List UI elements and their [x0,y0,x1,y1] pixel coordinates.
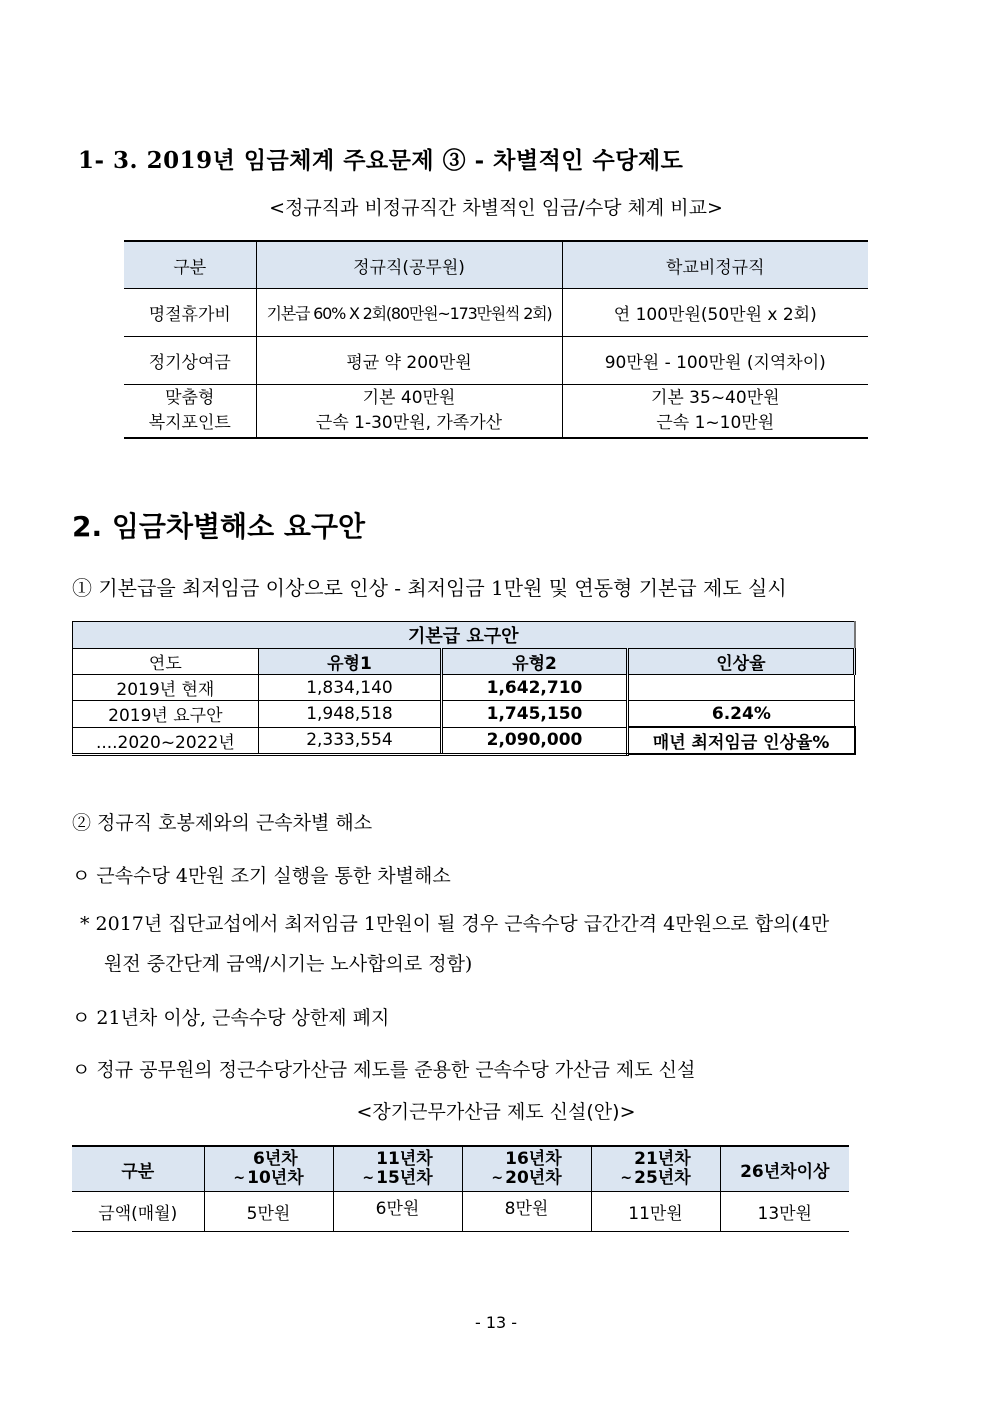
bullet-text: ㅇ 정규 공무원의 정근수당가산금 제도를 준용한 근속수당 가산금 제도 신설 [72,1059,696,1081]
range-to: 25년차 [634,1168,691,1188]
tilde-glyph: ~ [233,1170,246,1186]
header-type1: 유형1 [258,649,442,675]
header-type2: 유형2 [442,649,628,675]
header-category: 구분 [124,241,256,289]
table-title-row [73,622,855,649]
type2-cell: 1,745,150 [442,701,628,728]
header-range [591,1146,720,1192]
rate-cell: 매년 최저임금 인상율% [627,727,854,754]
type2-cell: 2,090,000 [442,727,628,754]
nonregular-line: 근속 1~10만원 [656,413,775,433]
nonregular-value: 90만원 - 100만원 (지역차이) [562,337,868,385]
range-from: 11년차 [376,1149,433,1169]
base-pay-table [72,621,856,756]
header-year: 연도 [73,649,259,675]
header-last-range: 26년차이상 [720,1146,849,1192]
regular-line: 근속 1-30만원, 가족가산 [315,413,503,433]
header-rate: 인상율 [627,649,854,675]
note-text-line1: * 2017년 집단교섭에서 최저임금 1만원이 될 경우 근속수당 급간간격 4만원으로 합의(4만 [80,913,830,935]
item2-text: ② 정규직 호봉제와의 근속차별 해소 [72,812,373,834]
table-title: 기본급 요구안 [73,622,855,649]
table-header-row [124,241,868,289]
table-row [124,289,868,337]
header-range [462,1146,591,1192]
row-label: 명절휴가비 [124,289,256,337]
rate-cell: 6.24% [627,701,854,728]
amount-cell: 8만원 [462,1192,591,1232]
item1-text: ① 기본급을 최저임금 이상으로 인상 - 최저임금 1만원 및 연동형 기본급 제도 실시 [72,576,787,600]
rate-cell [627,675,854,701]
type1-cell: 1,834,140 [258,675,442,701]
regular-value: 평균 약 200만원 [256,337,562,385]
bullet-text: ㅇ 21년차 이상, 근속수당 상한제 폐지 [72,1007,390,1029]
range-from: 21년차 [634,1149,691,1169]
header-nonregular: 학교비정규직 [562,241,868,289]
row-label: 정기상여금 [124,337,256,385]
note-text-line2: 원전 중간단계 금액/시기는 노사합의로 정함) [104,953,473,975]
nonregular-value: 연 100만원(50만원 x 2회) [562,289,868,337]
range-from: 6년차 [253,1149,298,1169]
row-label [124,385,256,439]
header-category: 구분 [72,1146,204,1192]
tilde-glyph: ~ [491,1170,504,1186]
year-cell: 2019년 현재 [73,675,259,701]
range-from: 16년차 [505,1149,562,1169]
amount-cell: 5만원 [204,1192,333,1232]
range-to: 20년차 [505,1168,562,1188]
row-label-line: 복지포인트 [148,413,231,433]
regular-value [256,385,562,439]
table-row [73,727,855,754]
table-row [124,385,868,439]
table-row [73,675,855,701]
table-row [72,1192,849,1232]
amount-cell: 13만원 [720,1192,849,1232]
table1-caption: <정규직과 비정규직간 차별적인 임금/수당 체계 비교> [269,197,723,219]
type1-cell: 1,948,518 [258,701,442,728]
type2-cell: 1,642,710 [442,675,628,701]
header-range [333,1146,462,1192]
tilde-glyph: ~ [620,1170,633,1186]
amount-cell: 6만원 [333,1192,462,1232]
nonregular-line: 기본 35~40만원 [650,388,780,408]
year-cell: ....2020~2022년 [73,727,259,754]
year-cell: 2019년 요구안 [73,701,259,728]
table-row [73,701,855,728]
table-header-row [73,649,855,675]
comparison-table [124,240,868,439]
regular-line: 기본 40만원 [362,388,456,408]
table3-caption: <장기근무가산금 제도 신설(안)> [356,1101,636,1123]
tilde-glyph: ~ [362,1170,375,1186]
seniority-bonus-table [72,1145,849,1232]
table-row [124,337,868,385]
row-label-line: 맞춤형 [165,388,215,408]
header-range [204,1146,333,1192]
section1-title: 1- 3. 2019년 임금체계 주요문제 ③ - 차별적인 수당제도 [78,147,684,174]
type1-cell: 2,333,554 [258,727,442,754]
header-regular: 정규직(공무원) [256,241,562,289]
table-header-row [72,1146,849,1192]
range-to: 15년차 [376,1168,433,1188]
amount-cell: 11만원 [591,1192,720,1232]
regular-value: 기본급 60% X 2회(80만원~173만원씩 2회) [256,289,562,337]
page-number: - 13 - [474,1313,518,1332]
section2-title: 2. 임금차별해소 요구안 [72,510,366,543]
range-to: 10년차 [247,1168,304,1188]
row-label: 금액(매월) [72,1192,204,1232]
nonregular-value [562,385,868,439]
bullet-text: ㅇ 근속수당 4만원 조기 실행을 통한 차별해소 [72,865,451,887]
